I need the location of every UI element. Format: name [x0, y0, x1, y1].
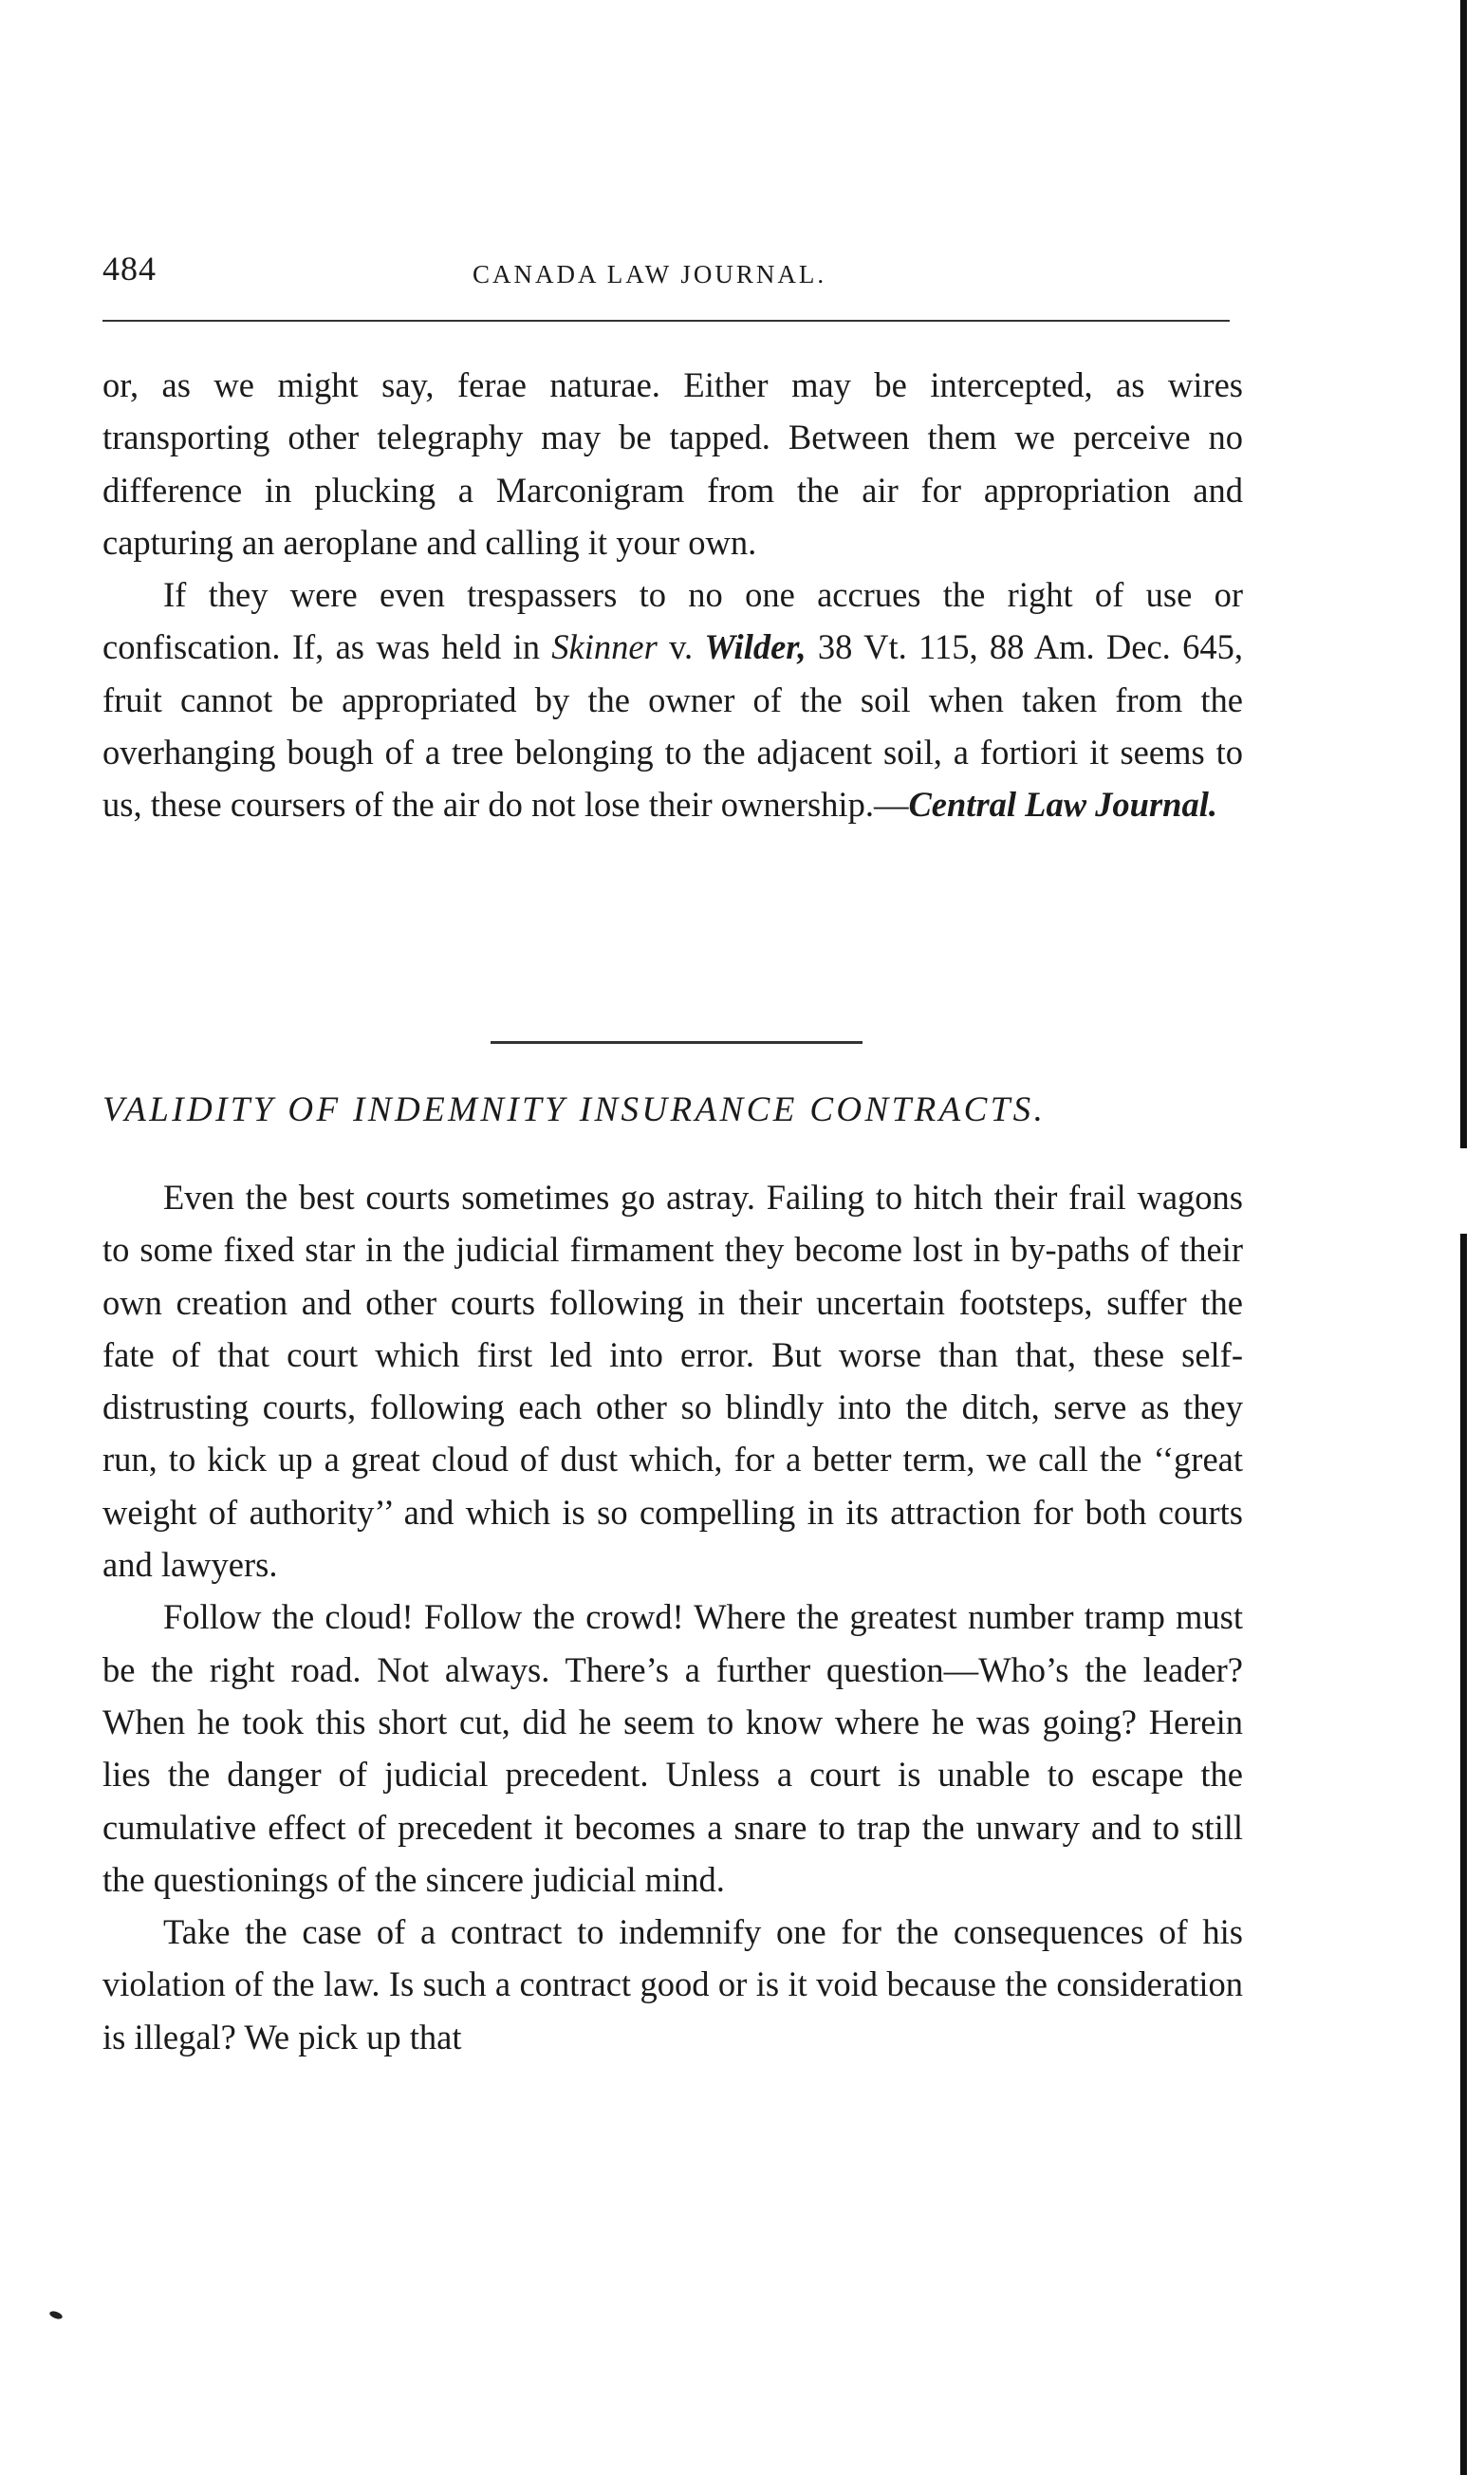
header-rule: [102, 320, 1230, 322]
source-citation: Central Law Journal.: [908, 785, 1217, 825]
paragraph: Even the best courts sometimes go astray. Failing to hitch their frail wagons to some fixed star in the judicial firmament they become lost in by-paths of their own creation and other courts following in their uncertain footsteps, suffer the fate of that court which first led into error. But worse than that, these self-distrusting courts, following each other so blindly into the ditch, serve as they run, to kick up a great cloud of dust which, for a better term, we call the ‘‘great weight of authority’’ and which is so compelling in its attraction for both courts and lawyers.: [102, 1178, 1243, 1585]
page-edge-shadow: [1460, 0, 1467, 2475]
paragraph: Follow the cloud! Follow the crowd! Where the greatest number tramp must be the right road. Not always. There’s a further question—Who’s the leader? When he took this short cut, did he seem to know where he was going? Herein lies the danger of judicial precedent. Unless a court is unable to escape the cumulative effect of precedent it becomes a snare to trap the unwary and to still the questionings of the sincere judicial mind.: [102, 1597, 1243, 1899]
page-number: 484: [102, 250, 157, 288]
page-edge-gap: [1458, 1148, 1467, 1234]
paragraph: or, as we might say, ferae naturae. Either may be intercepted, as wires transporting other telegraphy may be tapped. Between them we perceive no difference in plucking a Marconigram from the air for appropriation and capturing an aeroplane and calling it your own.: [102, 365, 1243, 562]
paragraph: [102, 568, 1243, 830]
section-divider: [491, 1041, 863, 1044]
ink-mark: [48, 2310, 64, 2320]
article-title: VALIDITY OF INDEMNITY INSURANCE CONTRACTS.: [102, 1090, 1047, 1129]
article-body: [102, 1171, 1243, 2063]
paragraph-text: If they were even trespassers to no one accrues the right of use or confiscation. If, as was held in: [102, 575, 1243, 667]
paragraph-text: v.: [657, 627, 705, 667]
page-header: [102, 249, 1241, 296]
case-name: Skinner: [551, 627, 658, 667]
running-head: CANADA LAW JOURNAL.: [473, 260, 827, 288]
paragraph: Take the case of a contract to indemnify one for the consequences of his violation of the law. Is such a contract good or is it void because the consideration is illegal? We pick up that: [102, 1912, 1243, 2056]
article-continuation: [102, 359, 1243, 831]
case-name: Wilder,: [704, 627, 807, 667]
paragraph-text: 38 Vt. 115, 88 Am. Dec. 645, fruit cannot be appropriated by the owner of the soil when taken from the overhanging bough of a tree belonging to the adjacent soil, a fortiori it seems to us, these coursers of the air do not lose their ownership.—: [102, 627, 1243, 825]
